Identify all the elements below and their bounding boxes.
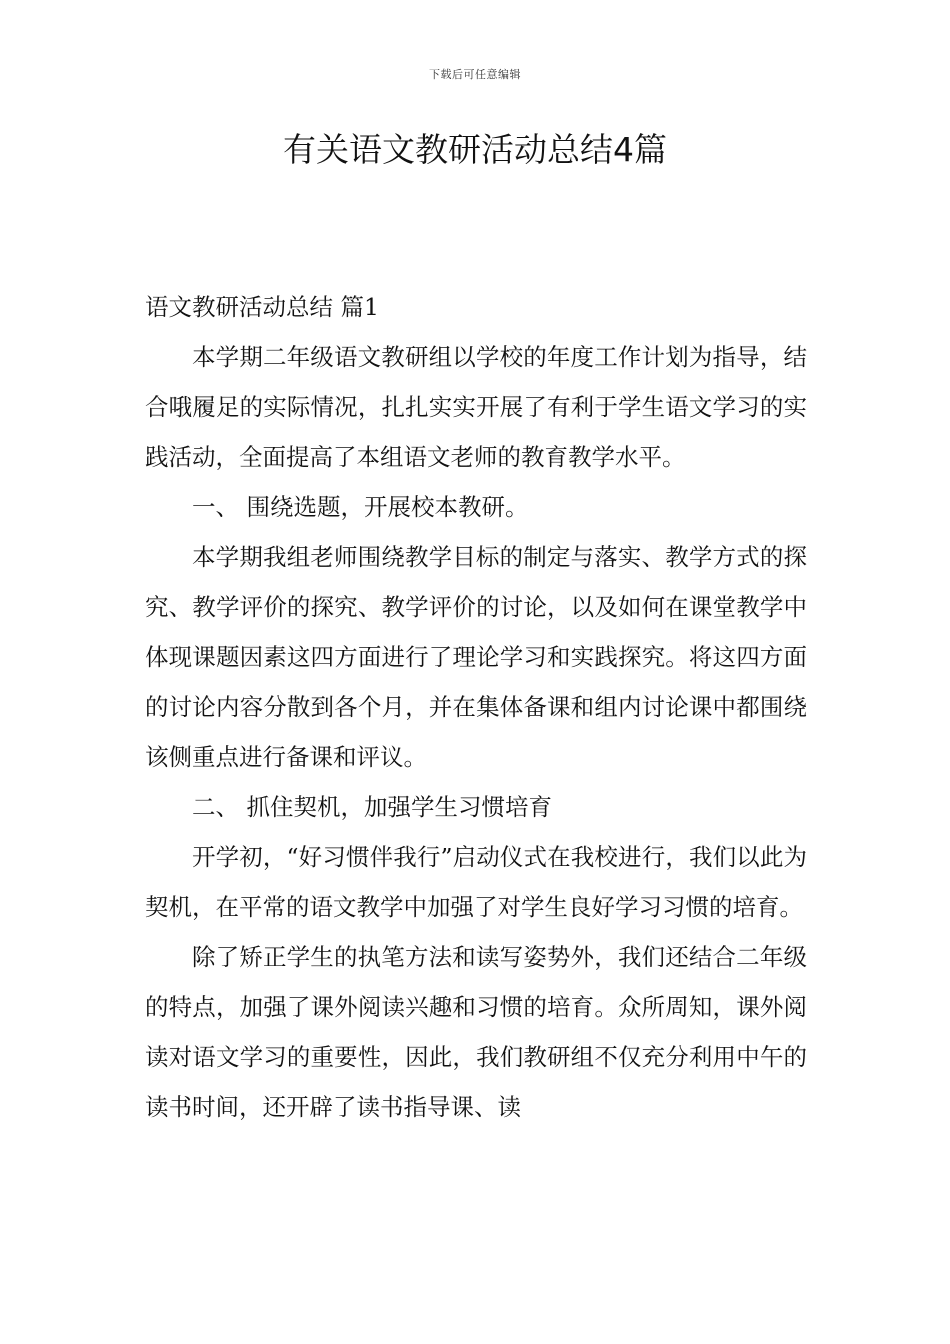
- subheading-two: 二、 抓住契机，加强学生习惯培育: [192, 793, 552, 821]
- document-body: [145, 282, 807, 1132]
- paragraph-reading: 除了矫正学生的执笔方法和读写姿势外，我们还结合二年级的特点，加强了课外阅读兴趣和习惯的培育。众所周知，课外阅读对语文学习的重要性，因此，我们教研组不仅充分利用中午的读书时间，还开辟了读书指导课、读: [145, 943, 807, 1121]
- document-title: 有关语文教研活动总结4篇: [283, 130, 667, 169]
- header-note: 下载后可任意编辑: [429, 68, 521, 81]
- paragraph-intro: 本学期二年级语文教研组以学校的年度工作计划为指导，结合哦履足的实际情况，扎扎实实开展了有利于学生语文学习的实践活动，全面提高了本组语文老师的教育教学水平。: [145, 343, 807, 471]
- section-heading: 语文教研活动总结 篇1: [145, 293, 379, 321]
- subheading-one: 一、 围绕选题，开展校本教研。: [192, 493, 529, 521]
- paragraph-habits: 开学初，“好习惯伴我行”启动仪式在我校进行，我们以此为契机，在平常的语文教学中加强了对学生良好学习习惯的培育。: [145, 843, 807, 921]
- paragraph-research: 本学期我组老师围绕教学目标的制定与落实、教学方式的探究、教学评价的探究、教学评价的讨论，以及如何在课堂教学中体现课题因素这四方面进行了理论学习和实践探究。将这四方面的讨论内容分散到各个月，并在集体备课和组内讨论课中都围绕该侧重点进行备课和评议。: [145, 543, 807, 771]
